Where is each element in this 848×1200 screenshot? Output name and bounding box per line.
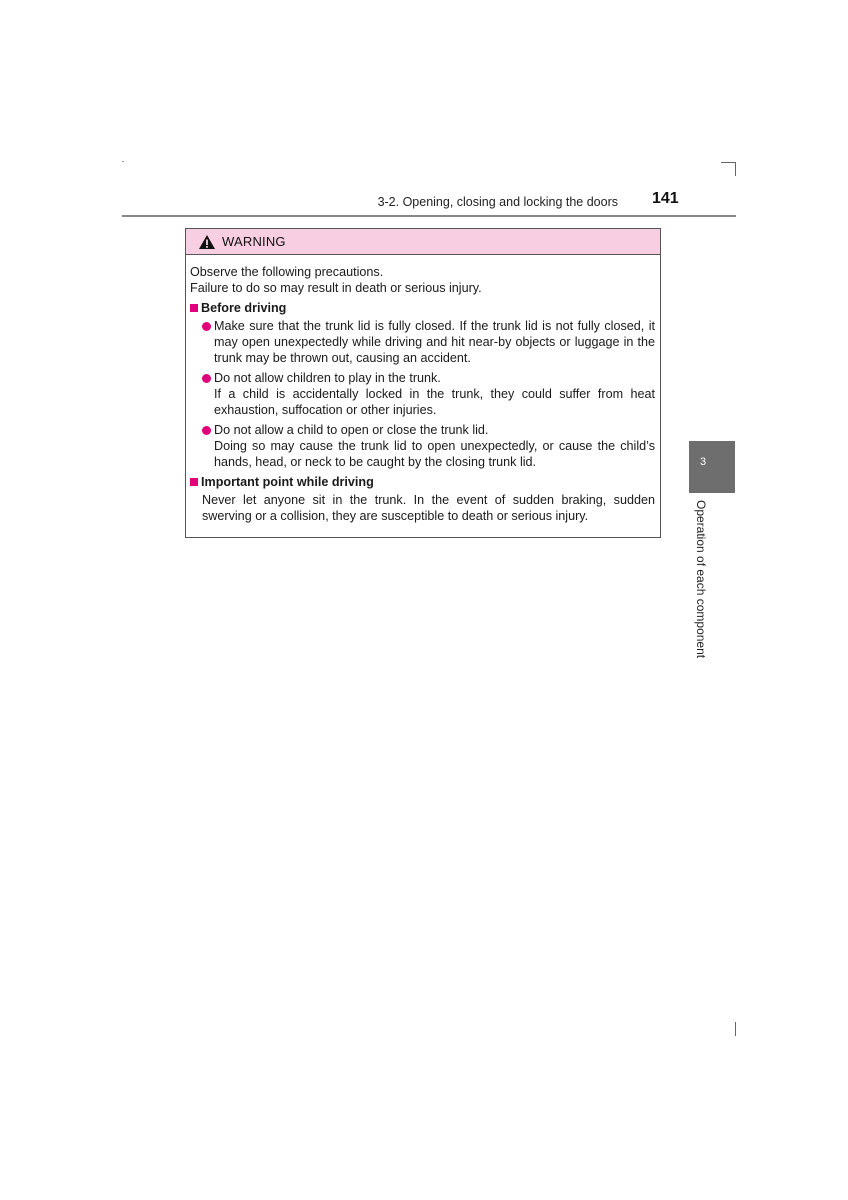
intro-line-1: Observe the following precautions. [190, 265, 384, 279]
list-item [190, 318, 655, 366]
bullet-dot-icon [202, 426, 211, 435]
important-point-heading [190, 474, 655, 490]
crop-mark-top-left [122, 161, 124, 162]
list-item-text: Make sure that the trunk lid is fully closed. If the trunk lid is not fully closed, it may open unexpectedly while driving and hit near-by objects or luggage in the trunk may be thrown out, causing an accident. [214, 319, 655, 365]
intro-line-2: Failure to do so may result in death or serious injury. [190, 281, 482, 295]
before-driving-heading [190, 300, 655, 316]
crop-mark-top-right-vertical [735, 162, 736, 176]
bullet-dot-icon [202, 322, 211, 331]
list-item-detail: Doing so may cause the trunk lid to open unexpectedly, or cause the child’s hands, head, or neck to be caught by the closing trunk lid. [214, 439, 655, 469]
list-item [190, 422, 655, 470]
bullet-dot-icon [202, 374, 211, 383]
warning-header [186, 229, 660, 255]
list-item-text: Do not allow a child to open or close the trunk lid. [214, 423, 489, 437]
chapter-tab [689, 441, 735, 493]
before-driving-heading-text: Before driving [201, 301, 287, 315]
square-bullet-icon [190, 478, 198, 486]
warning-triangle-icon [198, 234, 216, 250]
page-number: 141 [652, 190, 679, 207]
crop-mark-bottom-right [735, 1022, 736, 1036]
section-title: 3-2. Opening, closing and locking the doors [377, 195, 618, 209]
header-divider [122, 215, 736, 217]
warning-body [186, 255, 660, 524]
crop-mark-top-right [721, 162, 735, 163]
square-bullet-icon [190, 304, 198, 312]
warning-box [185, 228, 661, 538]
important-point-heading-text: Important point while driving [201, 475, 374, 489]
important-point-text: Never let anyone sit in the trunk. In the event of sudden braking, sudden swerving or a collision, they are susceptible to death or serious injury. [202, 493, 655, 523]
list-item [190, 370, 655, 418]
chapter-label: Operation of each component [694, 500, 708, 659]
list-item-text: Do not allow children to play in the trunk. [214, 371, 441, 385]
chapter-number: 3 [700, 456, 707, 468]
warning-title: WARNING [222, 234, 286, 249]
list-item-detail: If a child is accidentally locked in the trunk, they could suffer from heat exhaustion, suffocation or other injuries. [214, 387, 655, 417]
